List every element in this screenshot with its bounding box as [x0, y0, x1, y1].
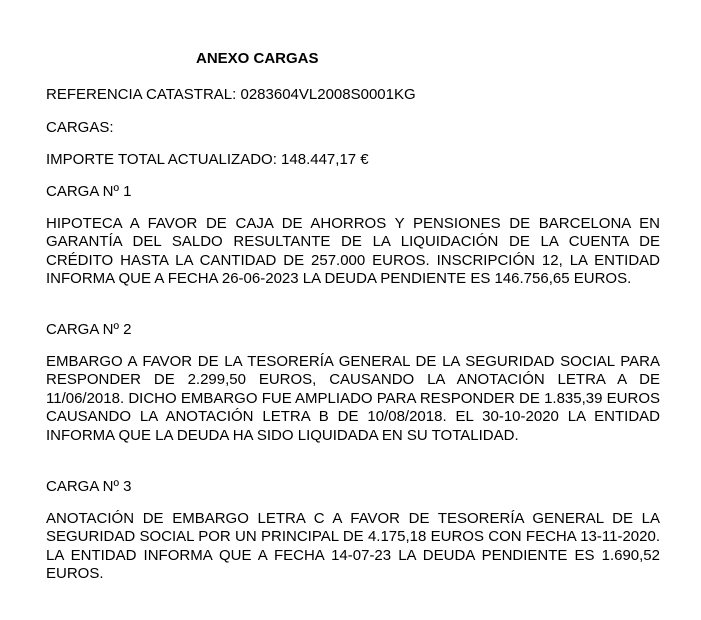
- importe-total: IMPORTE TOTAL ACTUALIZADO: 148.447,17 €: [46, 151, 369, 168]
- cargas-label: CARGAS:: [46, 119, 114, 136]
- carga-1-heading: CARGA Nº 1: [46, 183, 132, 200]
- carga-3-text: ANOTACIÓN DE EMBARGO LETRA C A FAVOR DE TESORERÍA GENERAL DE LA SEGURIDAD SOCIAL POR UN PRINCIPAL DE 4.175,18 EUROS CON FECHA 13-11-2020. LA ENTIDAD INFORMA QUE A FECHA 14-07-23 LA DEUDA PENDIENTE ES 1.690,52 EUROS.: [46, 510, 660, 583]
- document-title: ANEXO CARGAS: [196, 50, 319, 67]
- carga-1-text: HIPOTECA A FAVOR DE CAJA DE AHORROS Y PENSIONES DE BARCELONA EN GARANTÍA DEL SALDO RESULTANTE DE LA LIQUIDACIÓN DE LA CUENTA DE CRÉDITO HASTA LA CANTIDAD DE 257.000 EUROS. INSCRIPCIÓN 12, LA ENTIDAD INFORMA QUE A FECHA 26-06-2023 LA DEUDA PENDIENTE ES 146.756,65 EUROS.: [46, 215, 660, 288]
- referencia-catastral: REFERENCIA CATASTRAL: 0283604VL2008S0001KG: [46, 86, 416, 103]
- carga-2-text: EMBARGO A FAVOR DE LA TESORERÍA GENERAL DE LA SEGURIDAD SOCIAL PARA RESPONDER DE 2.299,50 EUROS, CAUSANDO LA ANOTACIÓN LETRA A DE 11/06/2018. DICHO EMBARGO FUE AMPLIADO PARA RESPONDER DE 1.835,39 EUROS CAUSANDO LA ANOTACIÓN LETRA B DE 10/08/2018. EL 30-10-2020 LA ENTIDAD INFORMA QUE LA DEUDA HA SIDO LIQUIDADA EN SU TOTALIDAD.: [46, 353, 660, 444]
- carga-3-heading: CARGA Nº 3: [46, 478, 132, 495]
- carga-2-heading: CARGA Nº 2: [46, 321, 132, 338]
